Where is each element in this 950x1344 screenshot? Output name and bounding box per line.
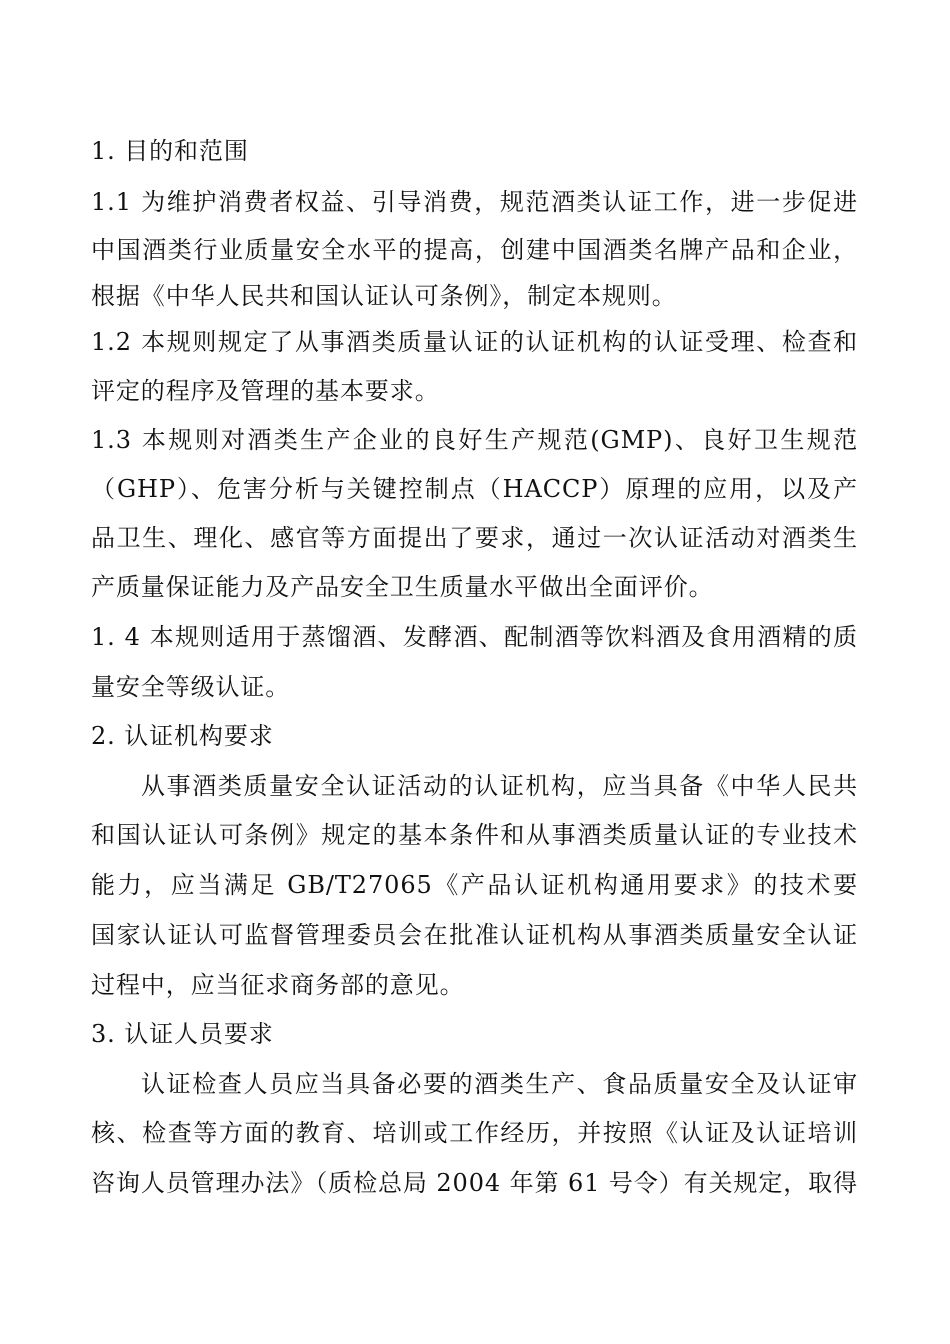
paragraph-line: 量安全等级认证。 — [91, 673, 291, 701]
paragraph-line: 产质量保证能力及产品安全卫生质量水平做出全面评价。 — [91, 573, 714, 601]
paragraph-line: 从事酒类质量安全认证活动的认证机构，应当具备《中华人民共 — [141, 772, 858, 800]
heading-3: 3. 认证人员要求 — [91, 1020, 274, 1048]
heading-2: 2. 认证机构要求 — [91, 722, 274, 750]
paragraph-line: 根据《中华人民共和国认证认可条例》，制定本规则。 — [91, 282, 677, 310]
paragraph-line: 和国认证认可条例》规定的基本条件和从事酒类质量认证的专业技术 — [91, 821, 858, 849]
paragraph-line: 国家认证认可监督管理委员会在批准认证机构从事酒类质量安全认证 — [91, 921, 858, 949]
heading-1: 1. 目的和范围 — [91, 137, 249, 165]
paragraph-line: 过程中，应当征求商务部的意见。 — [91, 971, 465, 999]
paragraph-line: 1. 4 本规则适用于蒸馏酒、发酵酒、配制酒等饮料酒及食用酒精的质 — [91, 623, 858, 651]
paragraph-line: 品卫生、理化、感官等方面提出了要求，通过一次认证活动对酒类生 — [91, 524, 858, 552]
paragraph-line: 能力，应当满足 GB/T27065《产品认证机构通用要求》的技术要 — [91, 871, 858, 899]
paragraph-line: 认证检查人员应当具备必要的酒类生产、食品质量安全及认证审 — [141, 1070, 858, 1098]
paragraph-line: 核、检查等方面的教育、培训或工作经历，并按照《认证及认证培训 — [91, 1119, 858, 1147]
paragraph-line: 咨询人员管理办法》（质检总局 2004 年第 61 号令）有关规定，取得 — [91, 1169, 858, 1197]
paragraph-line: 1.2 本规则规定了从事酒类质量认证的认证机构的认证受理、检查和 — [91, 328, 858, 356]
paragraph-line: 1.1 为维护消费者权益、引导消费，规范酒类认证工作，进一步促进 — [91, 188, 858, 216]
paragraph-line: 评定的程序及管理的基本要求。 — [91, 377, 440, 405]
paragraph-line: 1.3 本规则对酒类生产企业的良好生产规范(GMP)、良好卫生规范 — [91, 426, 858, 454]
paragraph-line: 中国酒类行业质量安全水平的提高，创建中国酒类名牌产品和企业， — [91, 236, 858, 264]
paragraph-line: （GHP）、危害分析与关键控制点（HACCP）原理的应用，以及产 — [91, 475, 858, 503]
